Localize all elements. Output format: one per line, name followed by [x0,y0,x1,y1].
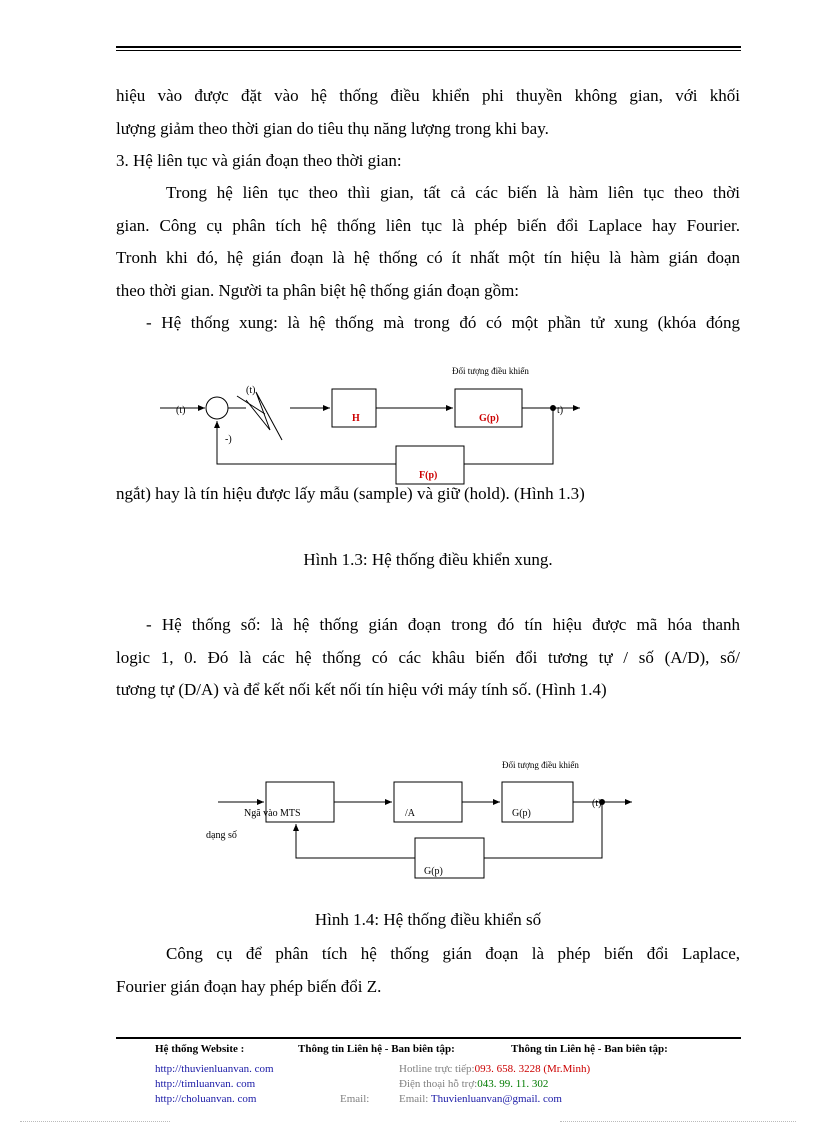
block-h: H [352,413,360,424]
paragraph-2 [116,177,740,340]
figure-1-3-caption: Hình 1.3: Hệ thống điều khiển xung. [303,550,553,569]
block-feedback: G(p) [424,866,443,877]
footer-link-3[interactable]: http://choluanvan. com [155,1093,257,1105]
paragraph-line: Fourier gián đoạn hay phép biến đổi Z. [116,976,382,996]
block-g: G(p) [512,808,531,819]
header-rule [116,46,741,48]
paragraph-line: Công cụ để phân tích hệ thống gián đoạn là phép biến đổi Laplace, [166,944,740,963]
paragraph-3-end [116,478,740,511]
paragraph-line: tương tự (D/A) và để kết nối kết nối tín hiệu với máy tính số. (Hình 1.4) [116,680,607,699]
paragraph-line: hiệu vào được đặt vào hệ thống điều khiển phi thuyền không gian, với khối [116,86,740,105]
figure-1-4-caption: Hình 1.4: Hệ thống điều khiển số [314,910,542,929]
hotline-value[interactable]: 093. 658. 3228 (Mr.Minh) [474,1063,591,1075]
input-label: Ngã vào [244,808,278,819]
minus-sign: -) [225,434,232,445]
block-da: /A [405,808,415,819]
footer-email-label-1: Email: [340,1093,370,1105]
junction-dot [550,405,556,411]
phone-value[interactable]: 043. 99. 11. 302 [477,1078,549,1090]
paragraph-line: - Hệ thống số: là hệ thống gián đoạn trong đó tín hiệu được mã hóa thanh [146,615,740,634]
footer-col1-title: Hệ thống Website : [155,1043,245,1055]
block-g: G(p) [479,413,499,424]
paragraph-line: ngắt) hay là tín hiệu được lấy mẫu (sample) và giữ (hold). (Hình 1.3) [116,484,585,503]
footer-rule [116,1037,741,1039]
figure-1-4-diagram [0,755,816,885]
footer-link-1[interactable]: http://thuvienluanvan. com [155,1063,274,1075]
switch-label: (t) [246,385,256,396]
phone-label: Điện thoại hỗ trợ: [399,1078,478,1090]
paragraph-line: gian. Công cụ phân tích hệ thống liên tục là phép biến đổi Laplace hay Fourier. [116,215,740,235]
email-label: Email: [399,1093,429,1105]
section-heading: 3. Hệ liên tục và gián đoạn theo thời gian: [116,151,402,170]
input-label-2: dạng số [206,830,237,841]
block-f: F(p) [419,470,438,481]
paragraph-line: Tronh khi đó, hệ gián đoạn là hệ thống có ít nhất một tín hiệu là hàm gián đoạn [116,248,740,267]
paragraph-line: lượng giảm theo thời gian do tiêu thụ năng lượng trong khi bay. [116,118,549,138]
hotline-label: Hotline trực tiếp: [399,1063,475,1075]
paragraph-4 [116,609,740,707]
figure-1-3-diagram [0,360,816,490]
paragraph-5 [116,938,740,1003]
footer-col3-title: Thông tin Liên hệ - Ban biên tập: [511,1043,668,1055]
footer-phone [399,1077,548,1091]
footer-col2-title: Thông tin Liên hệ - Ban biên tập: [298,1043,455,1055]
block-mts: MTS [280,808,301,819]
email-value[interactable]: Thuvienluanvan@gmail. com [430,1093,562,1105]
footer-hotline [399,1062,590,1076]
plant-label: Đối tượng điều khiển [502,760,579,770]
header-rule-thin [116,50,741,51]
bottom-dotted-rule-right [560,1121,796,1122]
footer-link-2[interactable]: http://timluanvan. com [155,1078,256,1090]
input-label: (t) [176,405,186,416]
paragraph-1 [116,80,740,178]
paragraph-line: logic 1, 0. Đó là các hệ thống có các khâu biến đổi tương tự / số (A/D), số/ [116,647,740,667]
paragraph-line: theo thời gian. Người ta phân biệt hệ thống gián đoạn gồm: [116,280,520,300]
paragraph-line: - Hệ thống xung: là hệ thống mà trong đó có một phần tử xung (khóa đóng [146,313,740,332]
output-label: (t) [592,798,602,809]
bottom-dotted-rule-left [20,1121,170,1122]
plant-label: Đối tượng điều khiển [452,366,529,376]
paragraph-line: Trong hệ liên tục theo thìi gian, tất cả các biến là hàm liên tục theo thời [166,183,740,202]
footer-email [399,1092,562,1106]
output-label: t) [557,405,564,416]
